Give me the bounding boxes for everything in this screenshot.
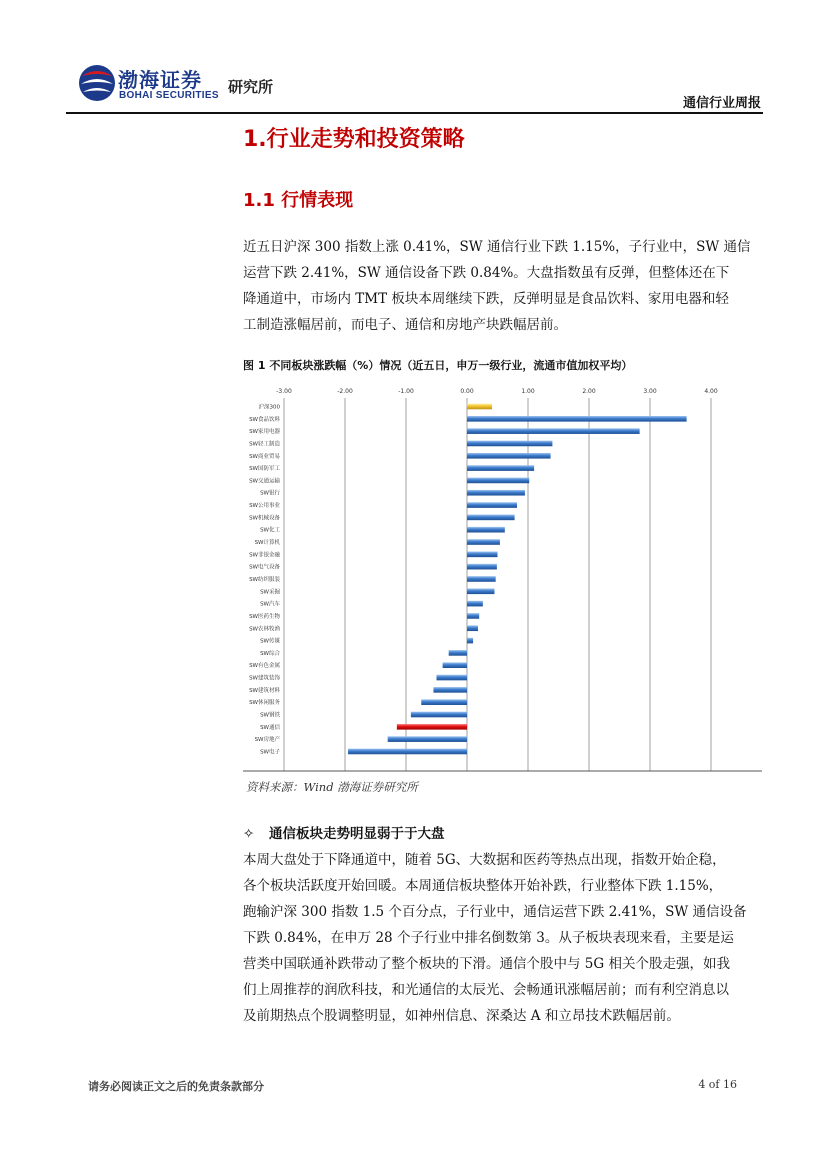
paragraph-line: 本周大盘处于下降通道中，随着 5G、大数据和医药等热点出现，指数开始企稳， bbox=[243, 852, 726, 868]
telecom-analysis-paragraph bbox=[243, 847, 762, 1029]
market-summary-paragraph bbox=[243, 234, 762, 338]
chart-bar bbox=[467, 539, 500, 545]
chart-bar bbox=[348, 749, 467, 755]
chart-category-label: 沪深300 bbox=[258, 404, 280, 411]
bullet-heading bbox=[243, 822, 445, 842]
chart-x-tick-label: 2.00 bbox=[582, 388, 596, 395]
chart-category-label: SW商业贸易 bbox=[249, 453, 280, 460]
chart-bar bbox=[467, 453, 551, 459]
chart-category-label: SW传媒 bbox=[260, 638, 280, 645]
chart-category-label: SW银行 bbox=[260, 490, 280, 497]
chart-category-label: SW采掘 bbox=[260, 589, 280, 596]
chart-bar bbox=[467, 552, 498, 558]
bullet-heading-text: 通信板块走势明显弱于于大盘 bbox=[269, 826, 445, 842]
chart-category-label: SW建筑材料 bbox=[249, 687, 280, 694]
institute-label: 研究所 bbox=[228, 78, 274, 96]
paragraph-line: 各个板块活跃度开始回暖。本周通信板块整体开始补跌，行业整体下跌 1.15%， bbox=[243, 878, 723, 894]
page-number: 4 of 16 bbox=[698, 1078, 737, 1091]
chart-bar bbox=[467, 478, 529, 484]
paragraph-line: 及前期热点个股调整明显，如神州信息、深桑达 A 和立昂技术跌幅居前。 bbox=[243, 1008, 680, 1024]
paragraph-line: 工制造涨幅居前，而电子、通信和房地产块跌幅居前。 bbox=[243, 317, 567, 333]
chart-canvas bbox=[243, 382, 762, 777]
chart-category-label: SW休闲服务 bbox=[249, 700, 280, 707]
chart-bar bbox=[467, 576, 496, 582]
chart-category-label: SW公用事业 bbox=[249, 503, 280, 510]
section-heading: 1.行业走势和投资策略 bbox=[243, 127, 465, 152]
chart-category-label: SW有色金属 bbox=[249, 663, 280, 670]
chart-category-label: SW非银金融 bbox=[249, 552, 280, 559]
chart-x-tick-label: -3.00 bbox=[276, 388, 292, 395]
paragraph-line: 下跌 0.84%，在申万 28 个子行业中排名倒数第 3。从子板块表现来看，主要是运 bbox=[243, 930, 734, 946]
paragraph-line: 近五日沪深 300 指数上涨 0.41%，SW 通信行业下跌 1.15%，子行业中，SW 通信 bbox=[243, 239, 751, 255]
chart-category-label: SW医药生物 bbox=[249, 613, 280, 620]
chart-bar bbox=[397, 724, 467, 730]
chart-bar bbox=[467, 638, 473, 644]
chart-bar bbox=[467, 527, 505, 533]
chart-category-label: SW建筑装饰 bbox=[249, 675, 280, 682]
chart-category-label: SW轻工制造 bbox=[249, 441, 280, 448]
chart-bar bbox=[437, 675, 468, 681]
chart-bar bbox=[467, 601, 483, 607]
chart-category-label: SW化工 bbox=[260, 527, 280, 534]
chart-category-label: SW房地产 bbox=[254, 737, 280, 744]
chart-bar bbox=[467, 625, 478, 631]
chart-category-label: SW家用电器 bbox=[249, 429, 280, 436]
paragraph-line: 降通道中，市场内 TMT 板块本周继续下跌，反弹明显是食品饮料、家用电器和轻 bbox=[243, 291, 729, 307]
chart-bar bbox=[467, 428, 640, 434]
bohai-logo-icon bbox=[78, 62, 116, 104]
paragraph-line: 们上周推荐的润欣科技，和光通信的太辰光、会畅通讯涨幅居前；而有利空消息以 bbox=[243, 982, 729, 998]
chart-bar bbox=[467, 404, 492, 410]
chart-bar bbox=[449, 650, 467, 656]
figure-title: 图 1 不同板块涨跌幅（%）情况（近五日，申万一级行业，流通市值加权平均） bbox=[243, 359, 633, 372]
paragraph-line: 运营下跌 2.41%，SW 通信设备下跌 0.84%。大盘指数虽有反弹，但整体还在下 bbox=[243, 265, 730, 281]
chart-x-tick-label: -1.00 bbox=[398, 388, 414, 395]
chart-category-label: SW汽车 bbox=[260, 601, 280, 608]
chart-category-label: SW纺织服装 bbox=[249, 576, 280, 583]
chart-category-label: SW电气设备 bbox=[249, 564, 280, 571]
company-logo bbox=[78, 62, 298, 108]
chart-category-label: SW钢铁 bbox=[260, 712, 280, 719]
chart-bar bbox=[421, 699, 467, 705]
chart-bar bbox=[467, 564, 497, 570]
report-type: 通信行业周报 bbox=[682, 96, 761, 111]
chart-category-label: SW通信 bbox=[260, 724, 280, 731]
chart-category-label: SW机械设备 bbox=[249, 515, 280, 522]
chart-category-label: SW国防军工 bbox=[249, 466, 280, 473]
chart-category-label: SW电子 bbox=[260, 749, 280, 756]
company-name-en: BOHAI SECURITIES bbox=[119, 90, 219, 101]
chart-category-label: SW食品饮料 bbox=[249, 416, 280, 423]
chart-category-label: SW综合 bbox=[260, 650, 280, 657]
chart-bar bbox=[467, 490, 525, 496]
paragraph-line: 跑输沪深 300 指数 1.5 个百分点，子行业中，通信运营下跌 2.41%，SW 通信设备 bbox=[243, 904, 747, 920]
disclaimer-note: 请务必阅读正文之后的免责条款部分 bbox=[88, 1080, 264, 1093]
chart-category-label: SW计算机 bbox=[254, 540, 280, 547]
chart-bar bbox=[388, 736, 467, 742]
chart-bar bbox=[467, 613, 479, 619]
company-name-cn: 渤海证券 bbox=[118, 68, 202, 92]
subsection-heading: 1.1 行情表现 bbox=[243, 190, 354, 211]
chart-x-tick-label: 3.00 bbox=[643, 388, 657, 395]
figure-source: 资料来源：Wind 渤海证券研究所 bbox=[246, 780, 418, 794]
sector-performance-chart bbox=[243, 382, 762, 777]
chart-x-tick-label: -2.00 bbox=[337, 388, 353, 395]
chart-x-tick-label: 4.00 bbox=[704, 388, 718, 395]
chart-bar bbox=[443, 662, 467, 668]
chart-bar bbox=[467, 515, 515, 521]
chart-x-tick-label: 0.00 bbox=[460, 388, 474, 395]
chart-category-label: SW农林牧渔 bbox=[249, 626, 280, 633]
chart-bar bbox=[467, 416, 687, 422]
chart-bar bbox=[467, 441, 552, 447]
paragraph-line: 营类中国联通补跌带动了整个板块的下滑。通信个股中与 5G 相关个股走强，如我 bbox=[243, 956, 730, 972]
chart-bar bbox=[411, 712, 467, 718]
chart-bar bbox=[467, 589, 494, 595]
header-divider bbox=[66, 112, 763, 114]
chart-bar bbox=[467, 465, 534, 471]
chart-category-label: SW交通运输 bbox=[249, 478, 280, 485]
chart-x-tick-label: 1.00 bbox=[521, 388, 535, 395]
diamond-bullet-icon: ✧ bbox=[243, 826, 255, 842]
chart-bar bbox=[467, 502, 517, 508]
chart-bar bbox=[433, 687, 467, 693]
